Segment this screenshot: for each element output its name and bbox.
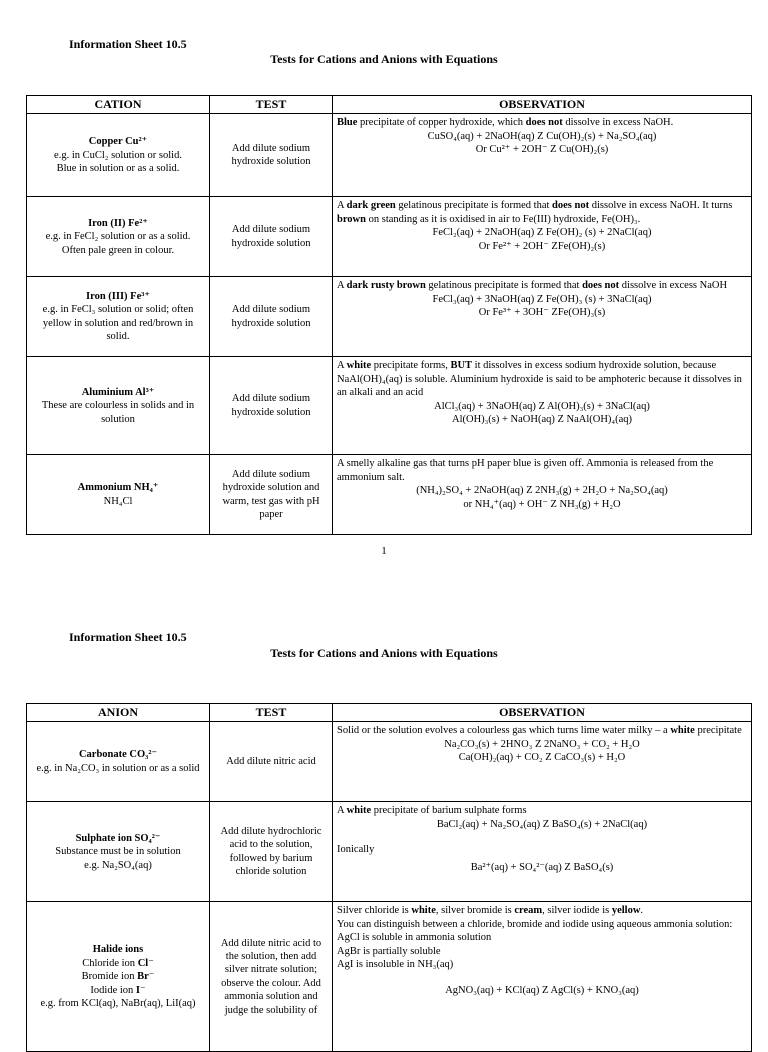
- text-run: ⁻: [148, 971, 155, 983]
- ion-line: [31, 957, 205, 970]
- cation-table: [26, 95, 752, 535]
- text-run: .: [640, 905, 644, 917]
- text-run: Cl: [137, 957, 149, 969]
- equation: AlCl₃(aq) + 3NaOH(aq) Z Al(OH)₃(s) + 3NaCl(aq): [434, 400, 650, 412]
- ion-cell: [27, 722, 210, 802]
- equation: Na₂CO₃(s) + 2HNO₃ Z 2NaNO₃ + CO₂ + H₂O: [444, 738, 640, 750]
- text-run: Silver chloride is: [337, 905, 412, 917]
- table-row: [27, 277, 752, 357]
- text-run: e.g. from KCl(aq), NaBr(aq), LiI(aq): [40, 998, 196, 1010]
- text-run: white: [346, 360, 372, 372]
- text-run: Iodide ion: [90, 984, 136, 996]
- table-row: [27, 722, 752, 802]
- observation-cell: [333, 114, 752, 197]
- test-cell: Add dilute nitric acid to the solution, then add silver nitrate solution; observe the colour. Add ammonia solution and judge the solubility of: [210, 902, 333, 1052]
- ion-name: Carbonate CO₃²⁻: [78, 749, 158, 761]
- ion-name: Halide ions: [92, 944, 144, 956]
- text-run: dark rusty brown: [346, 280, 426, 292]
- text-run: A: [337, 280, 347, 292]
- test-cell: Add dilute nitric acid: [210, 722, 333, 802]
- table-header-row: [27, 96, 752, 114]
- text-run: precipitate: [694, 725, 742, 737]
- text-run: A: [337, 200, 347, 212]
- test-cell: Add dilute sodium hydroxide solution and warm, test gas with pH paper: [210, 455, 333, 535]
- equation: Ca(OH)₂(aq) + CO₂ Z CaCO₃(s) + H₂O: [458, 752, 626, 764]
- observation-cell: [333, 455, 752, 535]
- test-cell: Add dilute sodium hydroxide solution: [210, 197, 333, 277]
- equation: FeCl₃(aq) + 3NaOH(aq) Z Fe(OH)₃ (s) + 3NaCl(aq): [432, 293, 652, 305]
- ion-cell: [27, 902, 210, 1052]
- test-cell: Add dilute hydrochloric acid to the solution, followed by barium chloride solution: [210, 802, 333, 902]
- text-run: dissolve in excess NaOH. It turns: [589, 200, 733, 212]
- ion-line: [31, 997, 205, 1010]
- column-header-observation: OBSERVATION: [333, 704, 752, 722]
- text-run: cream: [514, 905, 543, 917]
- ion-line: [31, 970, 205, 983]
- text-run: gelatinous precipitate is formed that: [395, 200, 553, 212]
- ion-description: e.g. in Na₂CO₃ in solution or as a solid: [36, 762, 200, 774]
- ion-description: Often pale green in colour.: [61, 244, 175, 256]
- ion-description: e.g. in FeCl₂ solution or as a solid.: [45, 231, 191, 243]
- page-number: 1: [381, 545, 387, 557]
- text-run: ⁻: [140, 984, 146, 996]
- text-run: dissolve in excess NaOH.: [562, 117, 674, 129]
- anion-table: [26, 703, 752, 1052]
- ion-description: NH₄Cl: [103, 495, 133, 507]
- text-run: does not: [582, 280, 620, 292]
- text-run: BUT: [450, 360, 473, 372]
- test-cell: Add dilute sodium hydroxide solution: [210, 114, 333, 197]
- text-run: , silver bromide is: [435, 905, 515, 917]
- observation-cell: [333, 197, 752, 277]
- observation-text: [337, 116, 747, 129]
- equation: Or Fe²⁺ + 2OH⁻ ZFe(OH)₂(s): [478, 240, 606, 252]
- ion-cell: [27, 357, 210, 455]
- ion-description: These are colourless in solids and in solution: [41, 400, 195, 425]
- observation-line: AgBr is partially soluble: [337, 945, 441, 957]
- text-run: yellow: [611, 905, 641, 917]
- text-run: A smelly alkaline gas that turns pH paper blue is given off. Ammonia is released from the ammonium salt.: [337, 458, 714, 483]
- equation: AgNO₃(aq) + KCl(aq) Z AgCl(s) + KNO₃(aq): [445, 984, 639, 996]
- column-header-test: TEST: [210, 96, 333, 114]
- text-run: precipitate of barium sulphate forms: [371, 805, 527, 817]
- observation-cell: [333, 357, 752, 455]
- observation-text: Ionically: [337, 844, 375, 856]
- column-header-anion: ANION: [27, 704, 210, 722]
- text-run: white: [411, 905, 436, 917]
- text-run: Chloride ion: [82, 957, 138, 969]
- info-heading-page1: Information Sheet 10.5: [69, 37, 187, 51]
- ion-cell: [27, 277, 210, 357]
- observation-cell: [333, 802, 752, 902]
- equation: Or Fe³⁺ + 3OH⁻ ZFe(OH)₃(s): [478, 307, 606, 319]
- observation-text: [337, 724, 747, 737]
- table-header-row: [27, 704, 752, 722]
- page-title-page2: Tests for Cations and Anions with Equations: [270, 646, 498, 660]
- ion-name: Copper Cu²⁺: [88, 136, 148, 148]
- observation-text: [337, 804, 747, 817]
- observation-cell: [333, 902, 752, 1052]
- text-run: brown: [337, 213, 366, 225]
- observation-line: AgI is insoluble in NH₃(aq): [337, 959, 454, 971]
- table-row: [27, 357, 752, 455]
- text-run: gelatinous precipitate is formed that: [425, 280, 583, 292]
- ion-description: Blue in solution or as a solid.: [56, 163, 180, 175]
- observation-text: [337, 904, 747, 917]
- test-cell: Add dilute sodium hydroxide solution: [210, 357, 333, 455]
- ion-name: Iron (II) Fe²⁺: [88, 217, 148, 229]
- table-row: [27, 114, 752, 197]
- table-row: [27, 197, 752, 277]
- text-run: white: [670, 725, 695, 737]
- ion-cell: [27, 197, 210, 277]
- text-run: A: [337, 360, 347, 372]
- observation-cell: [333, 722, 752, 802]
- ion-name: Ammonium NH₄⁺: [77, 482, 159, 494]
- table-row: [27, 455, 752, 535]
- ion-name: Iron (III) Fe³⁺: [86, 290, 150, 302]
- ion-name: Aluminium Al³⁺: [81, 386, 155, 398]
- observation-line: You can distinguish between a chloride, bromide and iodide using aqueous ammonia solution:: [337, 918, 733, 930]
- equation: BaCl₂(aq) + Na₂SO₄(aq) Z BaSO₄(s) + 2NaCl(aq): [436, 818, 648, 830]
- equation: (NH₄)₂SO₄ + 2NaOH(aq) Z 2NH₃(g) + 2H₂O + Na₂SO₄(aq): [416, 485, 668, 497]
- equation: Ba²⁺(aq) + SO₄²⁻(aq) Z BaSO₄(s): [470, 861, 614, 873]
- text-run: , silver iodide is: [542, 905, 612, 917]
- table-row: [27, 802, 752, 902]
- table-row: [27, 902, 752, 1052]
- equation: or NH₄⁺(aq) + OH⁻ Z NH₃(g) + H₂O: [463, 498, 621, 510]
- text-run: A: [337, 805, 347, 817]
- observation-text: [337, 279, 747, 292]
- ion-description: e.g. in FeCl₃ solution or solid; often yellow in solution and red/brown in solid.: [42, 304, 194, 343]
- ion-cell: [27, 114, 210, 197]
- ion-line: [31, 984, 205, 997]
- equation: Al(OH)₃(s) + NaOH(aq) Z NaAl(OH)₄(aq): [451, 414, 632, 426]
- text-run: precipitate forms,: [371, 360, 451, 372]
- text-run: I: [135, 984, 141, 996]
- text-run: dark green: [346, 200, 396, 212]
- text-run: precipitate of copper hydroxide, which: [357, 117, 526, 129]
- observation-text: [337, 359, 747, 399]
- ion-name: Sulphate ion SO₄²⁻: [75, 832, 161, 844]
- ion-description: Substance must be in solution: [55, 846, 181, 858]
- page-title-page1: Tests for Cations and Anions with Equations: [270, 52, 498, 66]
- column-header-cation: CATION: [27, 96, 210, 114]
- text-run: Blue: [337, 117, 358, 129]
- ion-description: e.g. Na₂SO₄(aq): [84, 859, 152, 871]
- text-run: it dissolves in excess sodium hydroxide solution, because NaAl(OH)₄(aq) is soluble. Aluminium hydroxide is said to be amphoteric because it dissolves in an alkali and an acid: [337, 360, 742, 399]
- text-run: does not: [552, 200, 590, 212]
- equation: Or Cu²⁺ + 2OH⁻ Z Cu(OH)₂(s): [475, 144, 609, 156]
- ion-cell: [27, 802, 210, 902]
- column-header-observation: OBSERVATION: [333, 96, 752, 114]
- text-run: Bromide ion: [81, 971, 138, 983]
- observation-text: [337, 457, 747, 484]
- text-run: Solid or the solution evolves a colourless gas which turns lime water milky – a: [337, 725, 671, 737]
- text-run: Br: [137, 971, 149, 983]
- text-run: dissolve in excess NaOH: [619, 280, 728, 292]
- text-run: does not: [525, 117, 563, 129]
- test-cell: Add dilute sodium hydroxide solution: [210, 277, 333, 357]
- equation: CuSO₄(aq) + 2NaOH(aq) Z Cu(OH)₂(s) + Na₂SO₄(aq): [427, 130, 657, 142]
- observation-text: [337, 199, 747, 226]
- text-run: on standing as it is oxidised in air to Fe(III) hydroxide, Fe(OH)₃.: [365, 213, 641, 225]
- text-run: ⁻: [148, 957, 154, 969]
- observation-cell: [333, 277, 752, 357]
- column-header-test: TEST: [210, 704, 333, 722]
- info-heading-page2: Information Sheet 10.5: [69, 630, 187, 644]
- ion-cell: [27, 455, 210, 535]
- equation: FeCl₂(aq) + 2NaOH(aq) Z Fe(OH)₂ (s) + 2NaCl(aq): [432, 227, 652, 239]
- ion-description: e.g. in CuCl₂ solution or solid.: [54, 149, 182, 161]
- text-run: white: [346, 805, 372, 817]
- observation-line: AgCl is soluble in ammonia solution: [337, 932, 492, 944]
